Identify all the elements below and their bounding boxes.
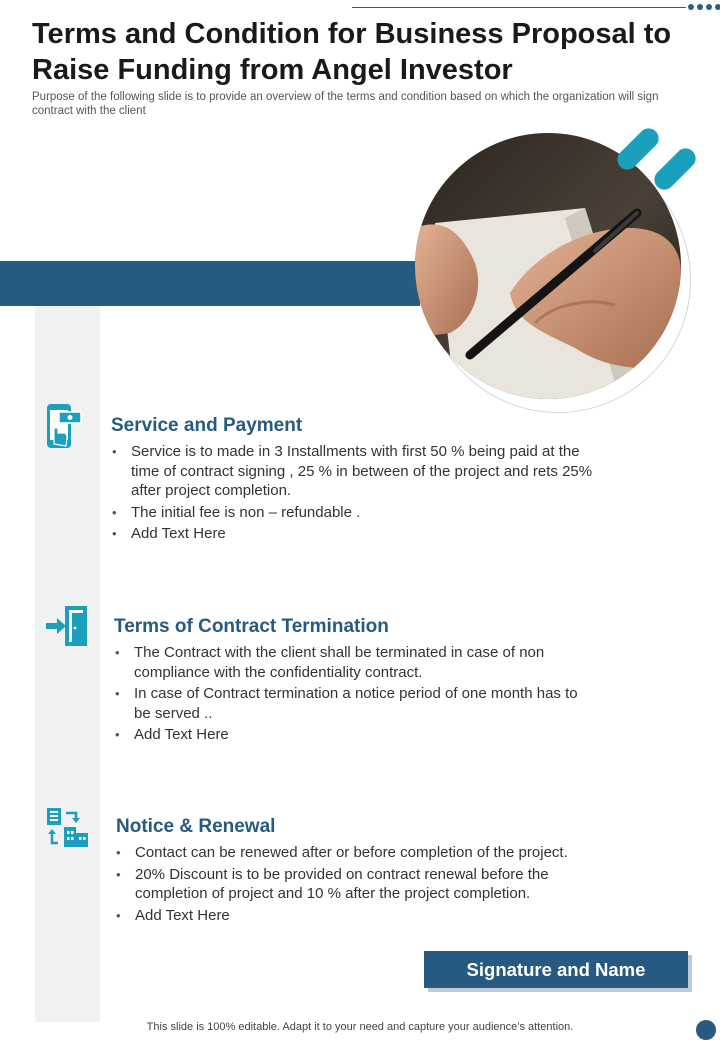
page-marker-dot xyxy=(696,1020,716,1040)
signature-and-name-box[interactable]: Signature and Name xyxy=(424,951,688,988)
section-title: Service and Payment xyxy=(111,415,303,436)
top-dots-decoration xyxy=(688,4,720,10)
list-item: • Service is to made in 3 Installments with first 50 % being paid at the time of contract signing , 25 % in between of the project and rets 25% after project completion. xyxy=(112,442,612,501)
section-title: Terms of Contract Termination xyxy=(114,616,389,637)
exit-door-icon xyxy=(44,604,90,653)
section-bullet-list xyxy=(116,843,616,927)
mobile-payment-icon xyxy=(44,402,84,457)
list-item: • Add Text Here xyxy=(115,725,595,745)
top-divider-line xyxy=(352,7,686,8)
list-item: • The initial fee is non – refundable . xyxy=(112,503,612,523)
header-band xyxy=(0,261,420,306)
footer-note xyxy=(0,1021,720,1033)
list-item: • Add Text Here xyxy=(116,906,616,926)
footer-text: This slide is 100% editable. Adapt it to your need and capture your audience’s attention. xyxy=(146,1021,574,1033)
section-title: Notice & Renewal xyxy=(116,816,276,837)
list-item: • Contact can be renewed after or before completion of the project. xyxy=(116,843,616,863)
accent-bar xyxy=(650,144,699,193)
list-item: • 20% Discount is to be provided on contract renewal before the completion of project and 10 % after the project completion. xyxy=(116,865,616,904)
accent-bar xyxy=(613,124,662,173)
page-subtitle: Purpose of the following slide is to provide an overview of the terms and condition based on which the organization will sign contract with the client xyxy=(32,91,659,117)
list-item: • In case of Contract termination a notice period of one month has to be served .. xyxy=(115,684,595,723)
list-item: • Add Text Here xyxy=(112,524,612,544)
list-item: • The Contract with the client shall be terminated in case of non compliance with the confidentiality contract. xyxy=(115,643,595,682)
section-bullet-list xyxy=(112,442,612,546)
writing-hand-photo xyxy=(415,133,681,399)
section-bullet-list xyxy=(115,643,595,747)
document-building-icon xyxy=(44,805,92,856)
page-title: Terms and Condition for Business Proposal to Raise Funding from Angel Investor xyxy=(32,18,672,86)
